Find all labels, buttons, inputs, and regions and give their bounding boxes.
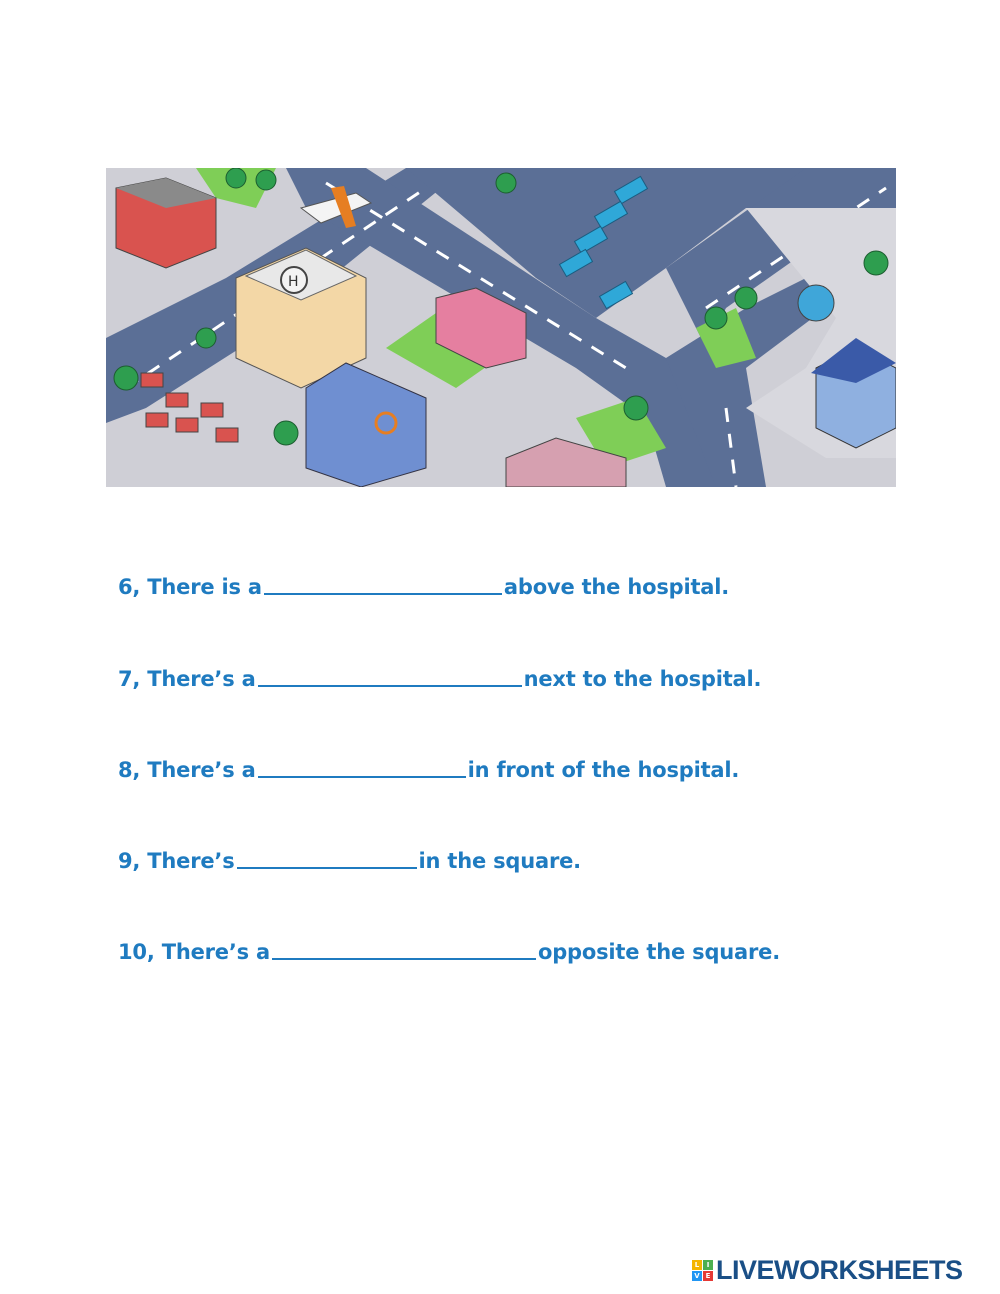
question-6-after: above the hospital. <box>503 575 730 599</box>
city-map-illustration <box>106 168 896 487</box>
answer-10-input[interactable] <box>272 943 536 961</box>
answer-7-input[interactable] <box>258 670 522 688</box>
question-10 <box>118 940 780 964</box>
answer-9-input[interactable] <box>237 852 417 870</box>
liveworksheets-brand <box>692 1255 963 1285</box>
liveworksheets-logo-icon <box>692 1260 713 1281</box>
question-9-blank[interactable] <box>237 849 417 869</box>
brand-name: LIVEWORKSHEETS <box>716 1254 963 1285</box>
question-10-before: 10, There’s a <box>118 940 270 964</box>
logo-letter-l: L <box>692 1260 702 1270</box>
question-7-blank[interactable] <box>258 667 522 687</box>
logo-letter-e: E <box>703 1271 713 1281</box>
question-8-blank[interactable] <box>258 758 466 778</box>
answer-6-input[interactable] <box>264 578 502 596</box>
question-9-before: 9, There’s <box>118 849 235 873</box>
logo-letter-i: I <box>703 1260 713 1270</box>
question-6-before: 6, There is a <box>118 575 262 599</box>
question-10-after: opposite the square. <box>538 940 780 964</box>
question-8 <box>118 758 739 782</box>
question-6 <box>118 575 729 599</box>
question-10-blank[interactable] <box>272 940 536 960</box>
logo-letter-v: V <box>692 1271 702 1281</box>
svg-text:H: H <box>288 274 299 290</box>
question-8-after: in front of the hospital. <box>467 758 740 782</box>
question-9 <box>118 849 581 873</box>
question-7-after: next to the hospital. <box>523 667 762 691</box>
answer-8-input[interactable] <box>258 761 466 779</box>
question-8-before: 8, There’s a <box>118 758 256 782</box>
question-9-after: in the square. <box>418 849 581 873</box>
question-7 <box>118 667 761 691</box>
question-7-before: 7, There’s a <box>118 667 256 691</box>
question-6-blank[interactable] <box>264 575 502 595</box>
